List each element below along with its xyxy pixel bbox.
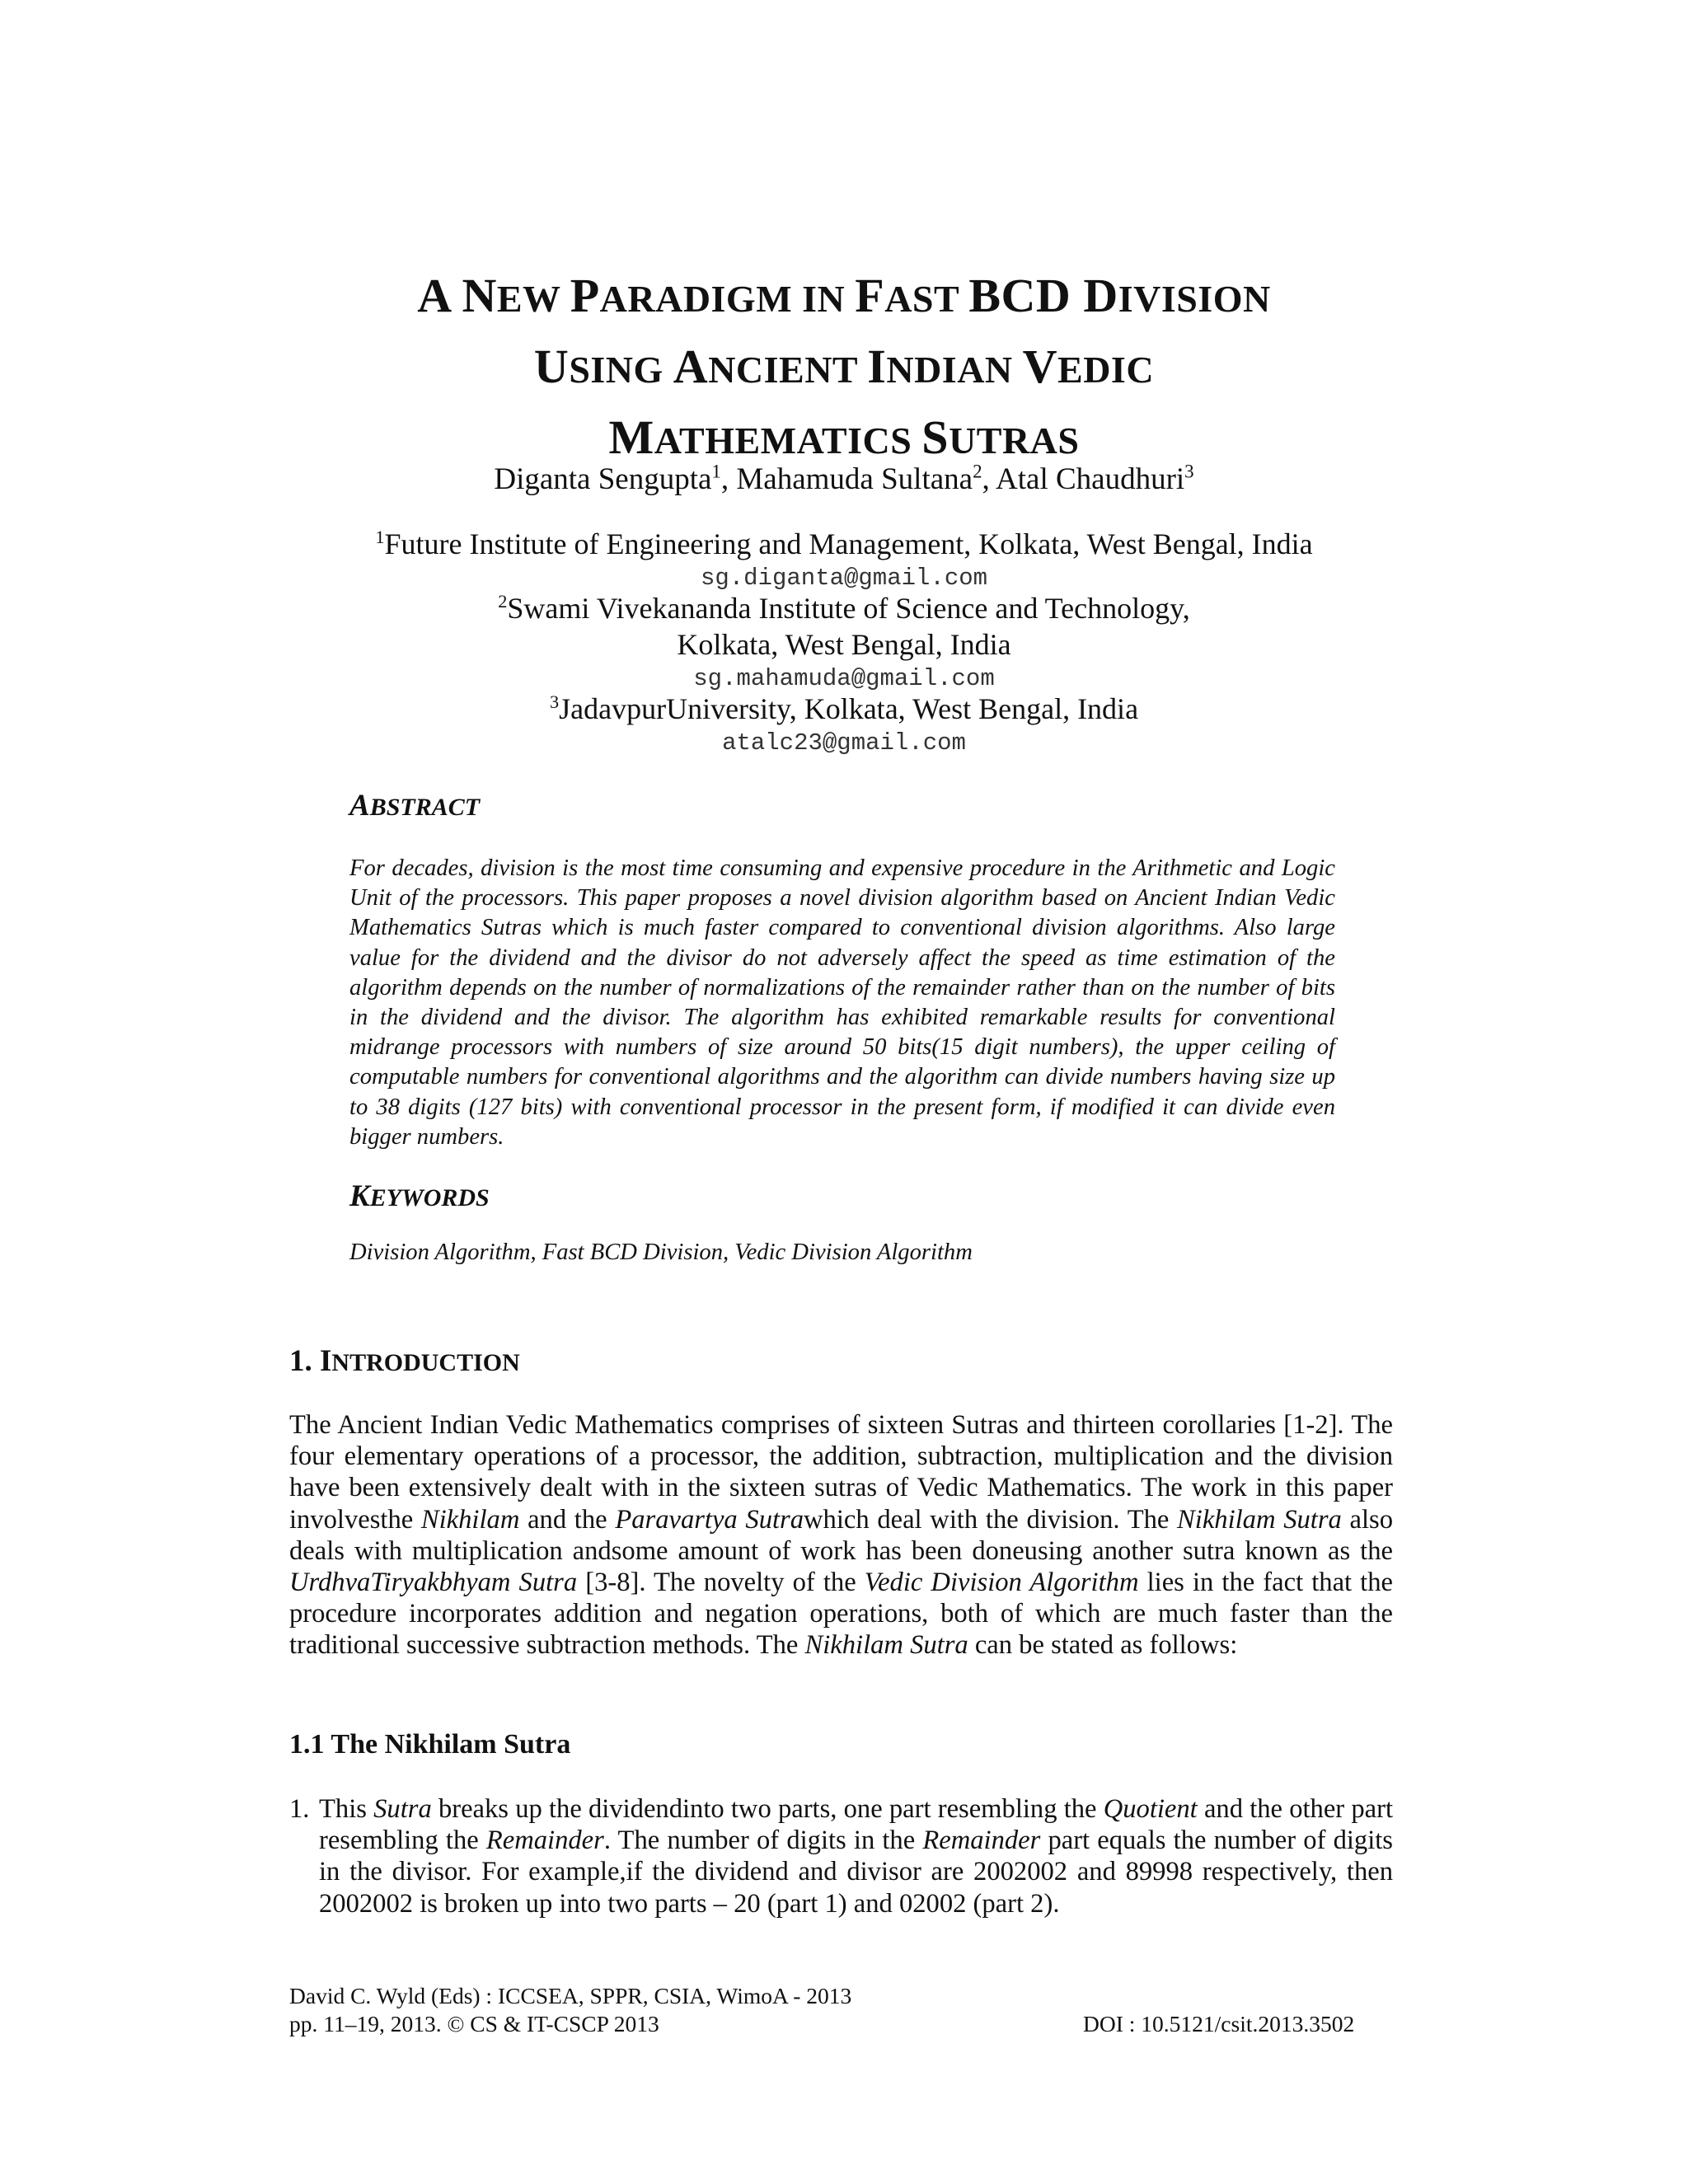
keywords-text: Division Algorithm, Fast BCD Division, Vedic Division Algorithm: [349, 1240, 973, 1265]
title-line-1: A NEW PARADIGM IN FAST BCD DIVISION: [417, 269, 1271, 322]
affiliation-2-line-2: Kolkata, West Bengal, India: [677, 628, 1011, 661]
list-item-number: 1.: [289, 1794, 310, 1824]
list-item-text: This Sutra breaks up the dividendinto two parts, one part resembling the Quotient and the other part resembling the Remainder. The number of digits in the Remainder part equals the number of digits in the divisor. For example,if the dividend and divisor are 2002002 and 89998 respectively, then 2002002 is broken up into two parts – 20 (part 1) and 02002 (part 2).: [319, 1794, 1393, 1919]
abstract-text: For decades, division is the most time consuming and expensive procedure in the Arithmetic and Logic Unit of the processors. This paper proposes a novel division algorithm based on Ancient Indian Vedic Mathematics Sutras which is much faster compared to conventional division algorithms. Also large value for the dividend and the divisor do not adversely affect the speed as time estimation of the algorithm depends on the number of normalizations of the remainder rather than on the number of bits in the dividend and the divisor. The algorithm has exhibited remarkable results for conventional midrange processors with numbers of size around 50 bits(15 digit numbers), the upper ceiling of computable numbers for conventional algorithms and the algorithm can divide numbers having size up to 38 digits (127 bits) with conventional processor in the present form, if modified it can divide even bigger numbers.: [349, 855, 1335, 1150]
introduction-heading: 1. INTRODUCTION: [289, 1344, 520, 1378]
email-3[interactable]: atalc23@gmail.com: [722, 729, 966, 757]
author-3: Atal Chaudhuri: [996, 462, 1185, 496]
subsection-heading: 1.1 The Nikhilam Sutra: [289, 1729, 571, 1760]
list-item: [289, 1793, 1393, 1919]
footer-pages: pp. 11–19, 2013. © CS & IT-CSCP 2013: [289, 2011, 659, 2036]
footer-editors: David C. Wyld (Eds) : ICCSEA, SPPR, CSIA, WimoA - 2013: [289, 1983, 852, 2008]
title-line-3: MATHEMATICS SUTRAS: [608, 410, 1080, 464]
author-2: Mahamuda Sultana: [736, 462, 973, 496]
affiliation-3: $^3$JadavpurUniversity, Kolkata, West Bengal, India: [549, 691, 1139, 725]
introduction-paragraph: The Ancient Indian Vedic Mathematics comprises of sixteen Sutras and thirteen corollaries [1-2]. The four elementary operations of a processor, the addition, subtraction, multiplication and the division have been extensively dealt with in the sixteen sutras of Vedic Mathematics. The work in this paper involvesthe Nikhilam and the Paravartya Sutrawhich deal with the division. The Nikhilam Sutra also deals with multiplication andsome amount of work has been doneusing another sutra known as the UrdhvaTiryakbhyam Sutra [3-8]. The novelty of the Vedic Division Algorithm lies in the fact that the procedure incorporates addition and negation operations, both of which are much faster than the traditional successive subtraction methods. The Nikhilam Sutra can be stated as follows:: [289, 1410, 1393, 1661]
affiliation-1: $^1$Future Institute of Engineering and Management, Kolkata, West Bengal, India: [375, 527, 1313, 560]
title-line-2: USING ANCIENT INDIAN VEDIC: [533, 340, 1155, 393]
paper-title: [0, 262, 1688, 475]
author-list: Diganta Sengupta$^1$, Mahamuda Sultana$^2$, Atal Chaudhuri$^3$: [494, 461, 1194, 496]
footer-doi[interactable]: DOI : 10.5121/csit.2013.3502: [1083, 2011, 1355, 2036]
keywords-heading: KEYWORDS: [349, 1179, 490, 1213]
email-2[interactable]: sg.mahamuda@gmail.com: [693, 665, 995, 692]
author-1: Diganta Sengupta: [494, 462, 712, 496]
affiliation-2: $^2$Swami Vivekananda Institute of Science and Technology,: [498, 591, 1190, 625]
email-1[interactable]: sg.diganta@gmail.com: [700, 565, 988, 592]
abstract-heading: ABSTRACT: [349, 789, 481, 823]
